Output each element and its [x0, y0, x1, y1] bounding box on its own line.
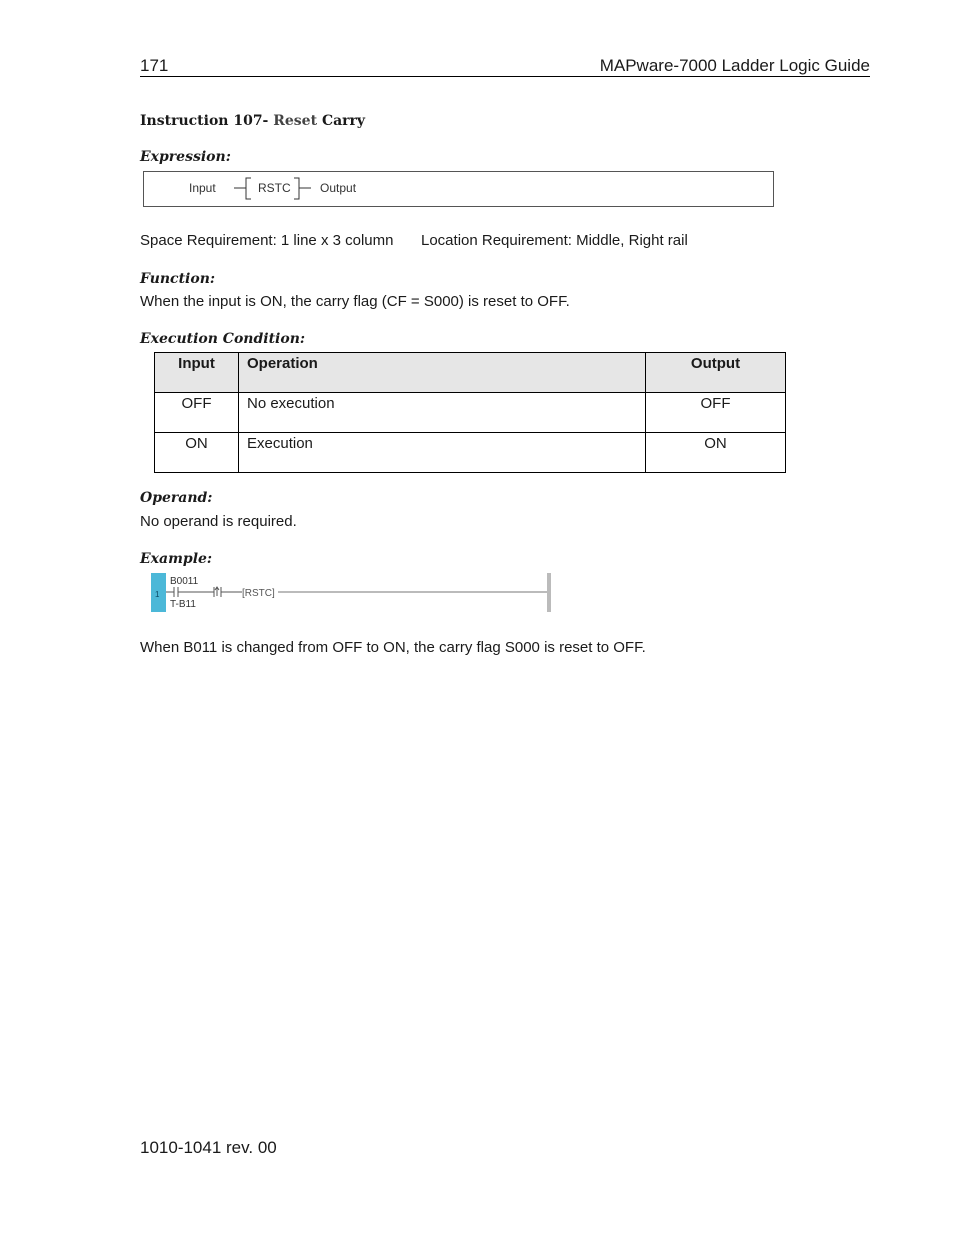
- instruction-title-suffix: Carry: [321, 113, 366, 129]
- cell-input: OFF: [155, 393, 239, 433]
- instruction-title: [140, 113, 365, 129]
- header-operation: Operation: [239, 353, 646, 393]
- cell-input: ON: [155, 433, 239, 473]
- example-text: When B011 is changed from OFF to ON, the carry flag S000 is reset to OFF.: [140, 639, 646, 656]
- table-row: [155, 433, 786, 473]
- expression-instruction-label: RSTC: [258, 181, 291, 195]
- guide-title: MAPware-7000 Ladder Logic Guide: [599, 56, 870, 75]
- function-label: Function:: [140, 271, 216, 287]
- instruction-title-name: Reset: [273, 113, 318, 129]
- cell-output: OFF: [646, 393, 786, 433]
- expression-input-label: Input: [189, 181, 216, 195]
- space-requirement: Space Requirement: 1 line x 3 column: [140, 232, 394, 249]
- execution-condition-table: [154, 352, 786, 473]
- expression-label: Expression:: [140, 149, 231, 165]
- table-header-row: [155, 353, 786, 393]
- right-power-rail: [547, 573, 551, 612]
- operand-text: No operand is required.: [140, 513, 297, 530]
- instruction-title-prefix: Instruction 107-: [140, 113, 269, 129]
- page-number: 171: [140, 56, 169, 75]
- rung-number: 1: [155, 590, 160, 599]
- contact-address: B0011: [170, 576, 199, 587]
- cell-output: ON: [646, 433, 786, 473]
- example-ladder-diagram: [150, 572, 560, 614]
- expression-output-label: Output: [320, 181, 357, 195]
- expression-bracket-right: [294, 178, 299, 199]
- example-label: Example:: [140, 551, 213, 567]
- expression-bracket-left: [246, 178, 251, 199]
- page-header: [140, 56, 870, 77]
- instruction-label: [RSTC]: [242, 588, 275, 599]
- expression-box: [143, 171, 774, 207]
- function-text: When the input is ON, the carry flag (CF = S000) is reset to OFF.: [140, 293, 570, 310]
- execution-condition-label: Execution Condition:: [140, 331, 306, 347]
- table-row: [155, 393, 786, 433]
- location-requirement: Location Requirement: Middle, Right rail: [421, 232, 688, 249]
- cell-operation: No execution: [239, 393, 646, 433]
- doc-number: 1010-1041 rev. 00: [140, 1138, 277, 1157]
- operand-label: Operand:: [140, 490, 213, 506]
- header-output: Output: [646, 353, 786, 393]
- contact-tag: T-B11: [170, 599, 196, 610]
- expression-diagram: [144, 172, 773, 206]
- header-input: Input: [155, 353, 239, 393]
- cell-operation: Execution: [239, 433, 646, 473]
